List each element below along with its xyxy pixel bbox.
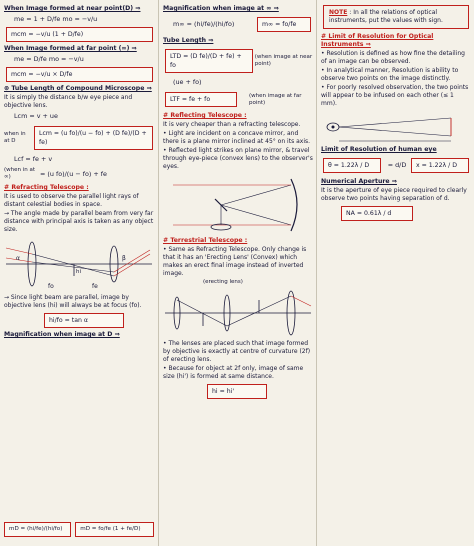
note-box: NOTE : In all the relations of optical instruments, put the values with sign.: [323, 5, 469, 29]
limit-description: • Resolution is defined as how fine the detailing of an image can be observed.: [321, 50, 465, 65]
formula-box-minf: m∞ = fo/fe: [257, 17, 311, 32]
lenses-description: • The lenses are placed such that image formed by objective is exactly at centre of curvature (2f) of erecting lens.: [163, 340, 311, 363]
angle-description: → The angle made by parallel beam from very far distance with principal axis is taken as any object size.: [4, 210, 154, 233]
heading-near-point: When Image formed at near point(D) ⇒: [4, 5, 141, 12]
formula-box-theta: θ = 1.22λ / D: [323, 158, 381, 173]
label-when-near: when in at D: [4, 131, 26, 144]
equation-lcf-expanded: = (u fo)/(u − fo) + fe: [40, 169, 107, 178]
label-hi: hi: [76, 269, 82, 275]
light-description: • Light are incident on a concave mirror, and there is a plane mirror inclined at 45° on its axis.: [163, 130, 311, 145]
analytical-description: • In analytical manner, Resolution is ability to observe two points on the image distinctly.: [321, 67, 459, 82]
heading-terrestrial-telescope: # Terrestrial Telescope :: [163, 237, 248, 244]
equation-me-far: me = D/fe mo = −v/u: [14, 55, 84, 63]
reflecting-telescope-diagram: [163, 173, 313, 235]
heading-far-point: When Image formed at far point (∞) ⇒: [4, 45, 137, 52]
ltf-note: (when image at far point): [249, 92, 302, 106]
heading-numerical-aperture: Numerical Aperture ⇒: [321, 178, 397, 185]
formula-box-hi: hi/fo = tan α: [44, 313, 124, 328]
formula-box-lcm: Lcm = (u fo)/(u − fo) + (D fe)/(D + fe): [34, 126, 153, 150]
heading-limit-of-resolution: # Limit of Resolution for Optical Instruments ⇒: [321, 33, 434, 48]
equation-me-near: me = 1 + D/fe mo = −v/u: [14, 15, 98, 23]
heading-resolution-human-eye: Limit of Resolution of human eye: [321, 146, 437, 153]
heading-magnification-d: Magnification when image at D ⇒: [4, 331, 120, 338]
refracting-description: It is used to observe the parallel light rays of distant celestial bodies in space.: [4, 193, 139, 208]
heading-refracting-telescope: # Refracting Telescope :: [4, 184, 89, 191]
formula-box-ltd: LTD = (D fe)/(D + fe) + fo: [165, 49, 253, 73]
heading-tube-length-microscope: ⊛ Tube Length of Compound Microscope ⇒: [4, 85, 152, 92]
equation-lcm: Lcm = v + ue: [14, 112, 58, 120]
magnification-d-row: [4, 522, 154, 537]
formula-box-ltf: LTF = fe + fo: [165, 92, 237, 107]
formula-box-mcm-near: mcm = −v/u (1 + D/fe): [6, 27, 153, 42]
equation-minf: m∞ = (hi/fe)/(hi/fo): [173, 20, 235, 28]
note-text: In all the relations of optical instruments, put the values with sign.: [329, 9, 443, 24]
label-ue-fo: (ue + fo): [173, 78, 202, 86]
label-fe: fe: [92, 283, 98, 290]
erecting-lens-label: (erecting lens): [203, 279, 243, 285]
terrestrial-telescope-diagram: [163, 288, 313, 338]
equation-lcf: Lcf = fe + v: [14, 155, 53, 163]
numerical-aperture-description: It is the aperture of eye piece required to clearly observe two points having separation of d.: [321, 187, 467, 202]
equation-d-over-D: = d/D: [387, 161, 407, 169]
column-2: [158, 0, 316, 546]
formula-box-mag-d-left: mD = (hi/fe)/(hi/fo): [4, 522, 71, 537]
note-label: NOTE: [329, 9, 348, 16]
resolution-diagram: [321, 110, 471, 144]
heading-tube-length: Tube Length ⇒: [163, 37, 214, 44]
terrestrial-description: • Same as Refracting Telescope. Only change is that it has an 'Erecting Lens' (Convex) which makes an erect final image instead of inverted image.: [163, 246, 307, 277]
formula-box-na: NA = 0.61λ / d: [341, 206, 413, 221]
reflected-description: • Reflected light strikes on plane mirror, & travel through eye-piece (convex lens) to the observer's eyes.: [163, 147, 313, 170]
formula-box-hi-equal: hi = hi': [207, 384, 267, 399]
column-1: [0, 0, 158, 546]
tube-description: It is simply the distance b/w eye piece and objective lens.: [4, 94, 133, 109]
label-alpha: α: [16, 255, 20, 262]
heading-magnification-infinity: Magnification when image at ∞ ⇒: [163, 5, 279, 12]
reflecting-description: It is very cheaper than a refracting telescope.: [163, 121, 301, 128]
formula-box-x: x = 1.22λ / D: [411, 158, 469, 173]
column-3: [316, 0, 474, 546]
ltd-note: (when image at near point): [254, 54, 313, 67]
refracting-telescope-diagram: [4, 236, 154, 292]
label-when-far: (when in at ∞): [4, 167, 36, 180]
formula-box-mag-d-right: mD = fo/fe (1 + fe/D): [75, 522, 154, 537]
formula-box-mcm-far: mcm = −v/u × D/fe: [6, 67, 153, 82]
heading-reflecting-telescope: # Reflecting Telescope :: [163, 112, 247, 119]
poorly-description: • For poorly resolved observation, the two points will appear to be infused on each other (≤ 1 mm).: [321, 84, 469, 107]
because-description: • Because for object at 2f only, image of same size (hi') is formed at same distance.: [163, 365, 304, 380]
label-beta: β: [122, 255, 126, 262]
since-description: → Since light beam are parallel, image by objective lens (hi) will always be at focus (fo).: [4, 294, 142, 309]
label-fo: fo: [48, 283, 54, 290]
